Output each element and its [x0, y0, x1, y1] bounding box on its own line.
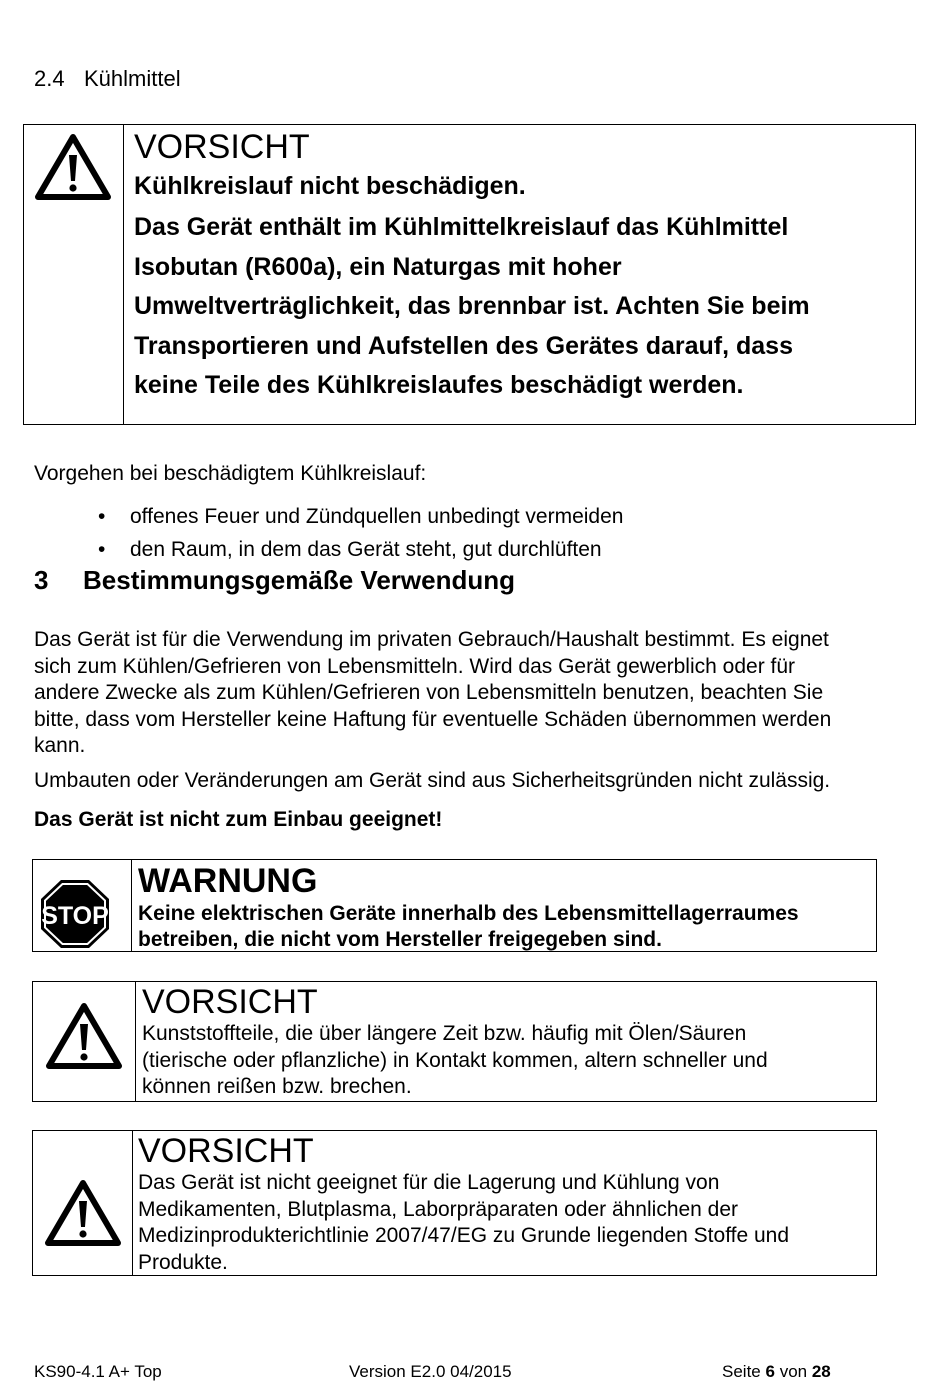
- page-current: 6: [765, 1362, 775, 1381]
- modifications-paragraph: Umbauten oder Veränderungen am Gerät sind aus Sicherheitsgründen nicht zulässig.: [34, 769, 831, 792]
- section-2-4-heading: [34, 66, 181, 92]
- warning-body: [138, 901, 870, 953]
- caution-box-refrigerant: [23, 124, 916, 425]
- bullet: •: [98, 505, 106, 528]
- caution-title: VORSICHT: [138, 1132, 314, 1170]
- intended-use-paragraph: [34, 627, 919, 760]
- footer-version: Version E2.0 04/2015: [349, 1362, 512, 1381]
- caution-title: VORSICHT: [134, 128, 310, 166]
- text-line: Keine elektrischen Geräte innerhalb des Lebensmittellagerraumes: [138, 902, 799, 925]
- icon-cell: [33, 982, 136, 1101]
- caution-body: [138, 1170, 870, 1276]
- warning-box-electrical: [32, 859, 877, 952]
- stop-sign-text: STOP: [41, 902, 109, 930]
- caution-body: [134, 208, 907, 406]
- list-item: [98, 500, 623, 533]
- page-total: 28: [811, 1362, 831, 1381]
- icon-cell: [33, 860, 132, 951]
- text-line: (tierische oder pflanzliche) in Kontakt kommen, altern schneller und: [142, 1048, 768, 1072]
- section-number: 3: [34, 565, 49, 595]
- list-item: [98, 533, 623, 566]
- bullet: •: [98, 538, 106, 561]
- caution-title: VORSICHT: [142, 983, 318, 1021]
- text-line: Kunststoffteile, die über längere Zeit bzw. häufig mit Ölen/Säuren: [142, 1022, 747, 1045]
- text-line: Das Gerät ist nicht geeignet für die Lagerung und Kühlung von: [138, 1171, 720, 1194]
- text-line: bitte, dass vom Hersteller keine Haftung für eventuelle Schäden übernommen werden: [34, 707, 832, 731]
- footer-model: KS90-4.1 A+ Top: [34, 1362, 162, 1381]
- page-of: von: [779, 1362, 808, 1381]
- caution-subtitle: Kühlkreislauf nicht beschädigen.: [134, 172, 526, 200]
- icon-cell: [24, 125, 124, 424]
- footer-page-number: [722, 1362, 831, 1382]
- text-line: Umweltverträglichkeit, das brennbar ist. Achten Sie beim: [134, 292, 810, 320]
- text-line: Medizinprodukterichtlinie 2007/47/EG zu Grunde liegenden Stoffe und: [138, 1224, 790, 1247]
- text-line: Medikamenten, Blutplasma, Laborpräparaten oder ähnlichen der: [138, 1197, 739, 1221]
- built-in-notice: Das Gerät ist nicht zum Einbau geeignet!: [34, 808, 443, 831]
- procedure-list: [98, 500, 623, 566]
- text-line: betreiben, die nicht vom Hersteller freigegeben sind.: [138, 928, 662, 951]
- caution-box-medical: [32, 1130, 877, 1276]
- list-item-text: den Raum, in dem das Gerät steht, gut durchlüften: [130, 538, 602, 561]
- text-line: kann.: [34, 734, 86, 757]
- section-title: Kühlmittel: [84, 66, 181, 91]
- text-line: Produkte.: [138, 1250, 228, 1274]
- text-line: Transportieren und Aufstellen des Gerätes darauf, dass: [134, 331, 793, 360]
- text-line: Das Gerät enthält im Kühlmittelkreislauf das Kühlmittel: [134, 213, 789, 241]
- page-prefix: Seite: [722, 1362, 761, 1381]
- list-item-text: offenes Feuer und Zündquellen unbedingt vermeiden: [130, 505, 624, 528]
- caution-box-plastic-parts: [32, 981, 877, 1102]
- section-title: Bestimmungsgemäße Verwendung: [83, 565, 515, 595]
- text-line: andere Zwecke als zum Kühlen/Gefrieren von Lebensmitteln benutzen, beachten Sie: [34, 681, 824, 704]
- icon-cell: [33, 1131, 133, 1275]
- warning-title: WARNUNG: [138, 862, 318, 900]
- text-line: Das Gerät ist für die Verwendung im privaten Gebrauch/Haushalt bestimmt. Es eignet: [34, 628, 829, 651]
- warning-triangle-icon: [43, 1177, 123, 1249]
- text-line: sich zum Kühlen/Gefrieren von Lebensmitteln. Wird das Gerät gewerblich oder für: [34, 654, 796, 678]
- section-number: 2.4: [34, 66, 65, 91]
- warning-triangle-icon: [33, 131, 113, 203]
- caution-body: [142, 1021, 870, 1101]
- text-line: Isobutan (R600a), ein Naturgas mit hoher: [134, 252, 622, 281]
- warning-triangle-icon: [44, 1000, 124, 1072]
- section-3-heading: [34, 565, 515, 596]
- text-line: keine Teile des Kühlkreislaufes beschädigt werden.: [134, 371, 744, 399]
- text-line: können reißen bzw. brechen.: [142, 1075, 412, 1098]
- procedure-intro: Vorgehen bei beschädigtem Kühlkreislauf:: [34, 462, 427, 485]
- stop-sign-icon: [37, 878, 113, 950]
